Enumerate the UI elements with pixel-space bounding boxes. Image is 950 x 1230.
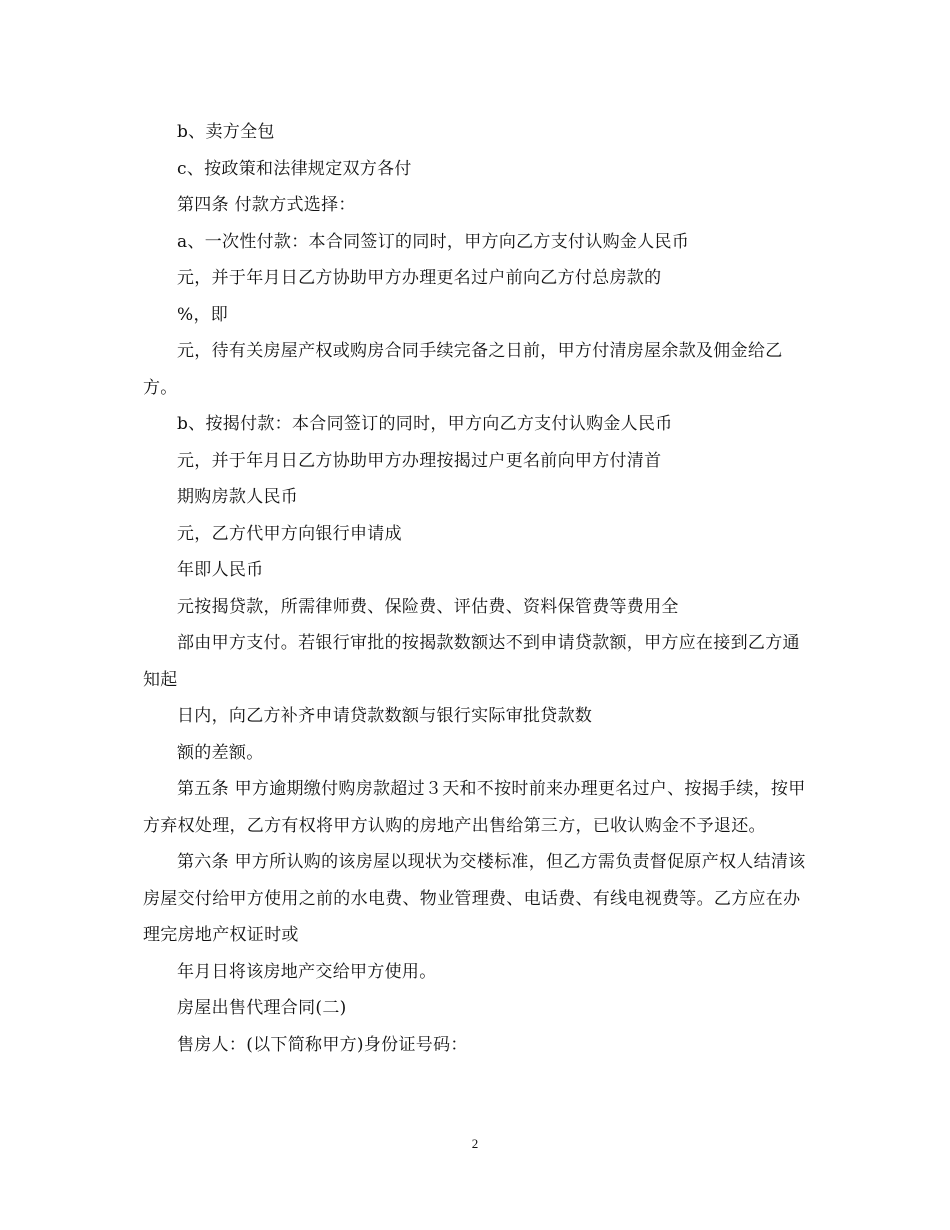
paragraph: 期购房款人民币 — [177, 487, 299, 507]
paragraph: a、一次性付款：本合同签订的同时，甲方向乙方支付认购金人民币 — [177, 231, 690, 252]
paragraph: %，即 — [177, 304, 229, 325]
paragraph: 年月日将该房地产交给甲方使用。 — [177, 961, 437, 982]
paragraph: b、卖方全包 — [177, 122, 275, 142]
document-subtitle: 房屋出售代理合同(二) — [177, 998, 347, 1018]
section-paragraph: 第五条 甲方逾期缴付购房款超过３天和不按时前来办理更名过户、按揭手续，按甲方弃权处理，乙方有权将甲方认购的房地产出售给第三方，已收认购金不予退还。 — [143, 779, 806, 836]
paragraph: 元，并于年月日乙方协助甲方办理按揭过户更名前向甲方付清首 — [177, 450, 662, 471]
paragraph: 元，并于年月日乙方协助甲方办理更名过户前向乙方付总房款的 — [177, 268, 662, 288]
paragraph: 售房人：(以下简称甲方)身份证号码： — [177, 1034, 468, 1055]
paragraph: 年即人民币 — [177, 560, 264, 580]
page-number: 2 — [471, 1136, 479, 1151]
paragraph: c、按政策和法律规定双方各付 — [177, 158, 412, 179]
paragraph: b、按揭付款：本合同签订的同时，甲方向乙方支付认购金人民币 — [177, 414, 673, 434]
paragraph: 元按揭贷款，所需律师费、保险费、评估费、资料保管费等费用全 — [177, 596, 679, 617]
document-body — [143, 114, 813, 1063]
section-heading: 第四条 付款方式选择： — [177, 195, 356, 215]
paragraph: 元，待有关房屋产权或购房合同手续完备之日前，甲方付清房屋余款及佣金给乙方。 — [143, 341, 783, 398]
paragraph: 日内，向乙方补齐申请贷款数额与银行实际审批贷款数 — [177, 706, 593, 726]
paragraph: 元，乙方代甲方向银行申请成 — [177, 523, 402, 544]
paragraph: 部由甲方支付。若银行审批的按揭款数额达不到申请贷款额，甲方应在接到乙方通知起 — [143, 633, 800, 690]
section-paragraph: 第六条 甲方所认购的该房屋以现状为交楼标准，但乙方需负责督促原产权人结清该房屋交付给甲方使用之前的水电费、物业管理费、电话费、有线电视费等。乙方应在办理完房地产权证时或 — [143, 852, 806, 945]
paragraph: 额的差额。 — [177, 742, 264, 763]
